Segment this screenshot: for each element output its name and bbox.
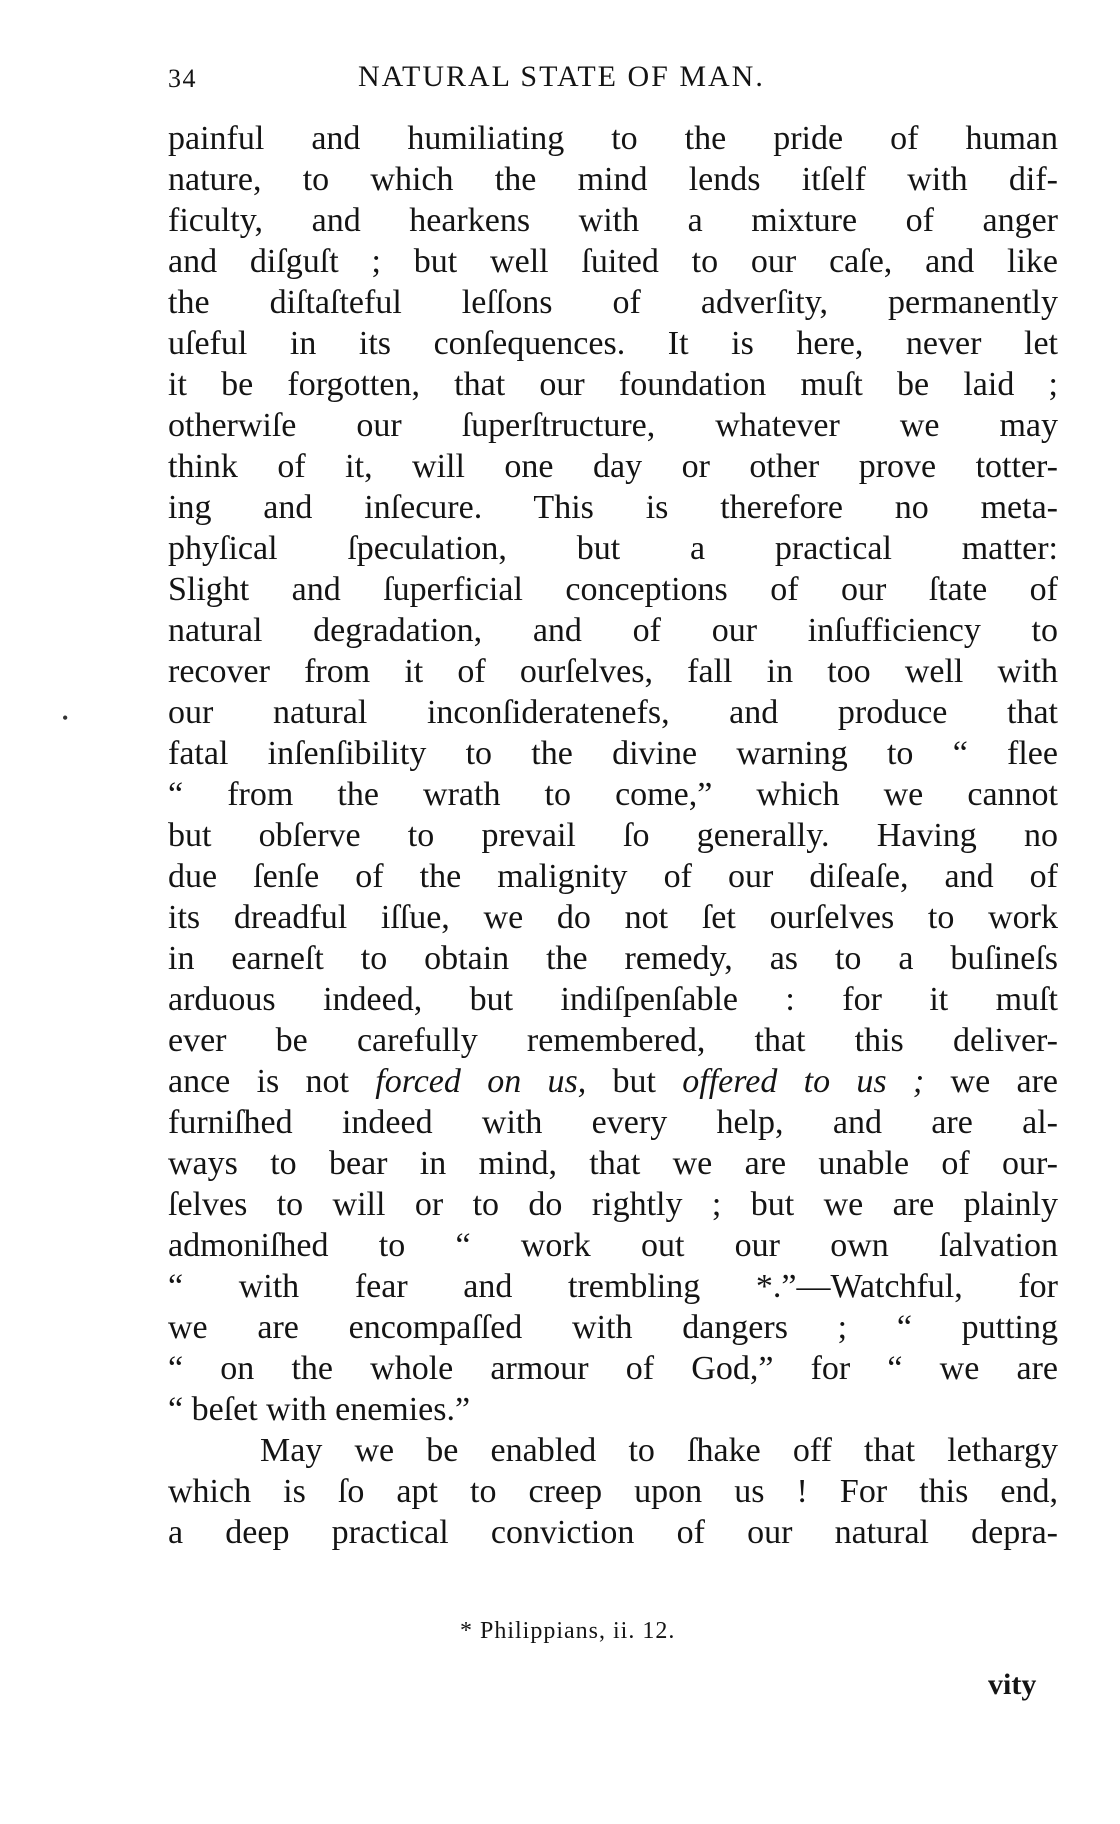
text-line: ing and inſecure. This is therefore no meta- [168,489,1058,526]
text-line: arduous indeed, but indiſpenſable : for it muſt [168,981,1058,1018]
text-line: ways to bear in mind, that we are unable of our- [168,1145,1058,1182]
text-line: but obſerve to prevail ſo generally. Having no [168,817,1058,854]
text-line: “ beſet with enemies.” [168,1391,471,1428]
text-line: we are encompaſſed with dangers ; “ putting [168,1309,1058,1346]
text-line: in earneſt to obtain the remedy, as to a buſineſs [168,940,1058,977]
page-header [168,56,1058,96]
text-line: phyſical ſpeculation, but a practical matter: [168,530,1058,567]
text-line: ſelves to will or to do rightly ; but we are plainly [168,1186,1058,1223]
text-line: the diſtaſteful leſſons of adverſity, permanently [168,284,1058,321]
text-fragment: we are [924,1063,1058,1100]
text-fragment: ance is not [168,1063,376,1100]
text-line: fatal inſenſibility to the divine warning to “ flee [168,735,1058,772]
text-line: painful and humiliating to the pride of human [168,120,1058,157]
text-line: “ with fear and trembling *.”—Watchful, for [168,1268,1058,1305]
catchword: vity [988,1668,1037,1701]
page-number: 34 [168,64,197,93]
text-line: natural degradation, and of our inſufficiency to [168,612,1058,649]
italic-phrase: offered to us ; [682,1063,925,1100]
text-line: it be forgotten, that our foundation muſt be laid ; [168,366,1058,403]
text-line-italic-phrases [168,1061,1058,1102]
text-line: due ſenſe of the malignity of our diſeaſe, and of [168,858,1058,895]
running-title: NATURAL STATE OF MAN. [358,60,765,93]
text-fragment: but [586,1063,683,1100]
text-line: think of it, will one day or other prove totter- [168,448,1058,485]
text-line: a deep practical conviction of our natural depra- [168,1514,1058,1551]
text-line: ever be carefully remembered, that this deliver- [168,1022,1058,1059]
text-line: “ from the wrath to come,” which we cannot [168,776,1058,813]
text-line: its dreadful iſſue, we do not ſet ourſelves to work [168,899,1058,936]
text-line: and diſguſt ; but well ſuited to our caſe, and like [168,243,1058,280]
text-line: admoniſhed to “ work out our own ſalvation [168,1227,1058,1264]
text-line: nature, to which the mind lends itſelf with dif- [168,161,1058,198]
body-text [168,118,1058,1553]
text-line: uſeful in its conſequences. It is here, never let [168,325,1058,362]
text-line: ficulty, and hearkens with a mixture of anger [168,202,1058,239]
text-line: otherwiſe our ſuperſtructure, whatever we may [168,407,1058,444]
paragraph-first-line: May we be enabled to ſhake off that lethargy [260,1432,1058,1469]
italic-phrase: forced on us, [375,1063,587,1100]
footnote: * Philippians, ii. 12. [460,1618,676,1644]
text-line: furniſhed indeed with every help, and are al- [168,1104,1058,1141]
text-line: “ on the whole armour of God,” for “ we are [168,1350,1058,1387]
ink-speck: • [62,708,69,728]
text-line: Slight and ſuperficial conceptions of our ſtate of [168,571,1058,608]
text-line: our natural inconſideratenefs, and produce that [168,694,1058,731]
text-line: which is ſo apt to creep upon us ! For this end, [168,1473,1058,1510]
text-line: recover from it of ourſelves, fall in too well with [168,653,1058,690]
